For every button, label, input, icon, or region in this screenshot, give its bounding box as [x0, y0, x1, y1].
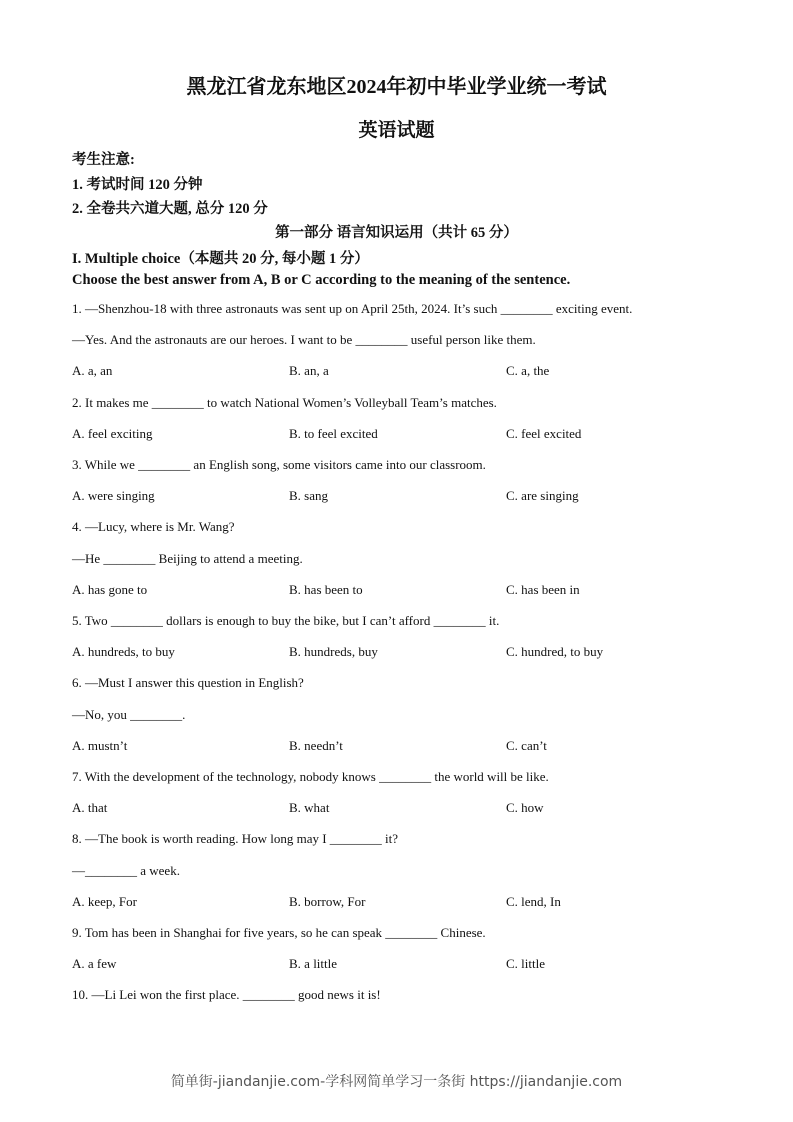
answer-option: A. a, an [72, 363, 113, 379]
answer-option: B. has been to [289, 581, 363, 597]
part-title: 第一部分 语言知识运用（共计 65 分） [275, 225, 518, 241]
answer-option: C. little [506, 956, 545, 972]
answer-option: B. needn’t [289, 737, 343, 753]
answer-option: C. can’t [506, 737, 547, 753]
notice-heading: 考生注意: [72, 152, 135, 168]
question-text: 1. —Shenzhou-18 with three astronauts was sent up on April 25th, 2024. It’s such ________ exciting event. [72, 301, 633, 316]
answer-option: C. feel excited [506, 425, 582, 441]
question-text: 7. With the development of the technology, nobody knows ________ the world will be like. [72, 769, 549, 784]
answer-option: A. that [72, 800, 108, 816]
answer-option: B. to feel excited [289, 425, 378, 441]
question-text: 4. —Lucy, where is Mr. Wang? [72, 519, 235, 535]
question-text: —________ a week. [72, 862, 180, 878]
question-text: —Yes. And the astronauts are our heroes. I want to be ________ useful person like them. [72, 332, 536, 348]
answer-option: B. hundreds, buy [289, 644, 378, 660]
section-title: I. Multiple choice（本题共 20 分, 每小题 1 分） [72, 251, 369, 267]
answer-option: B. an, a [289, 363, 329, 379]
question-text: 10. —Li Lei won the first place. ________ good news it is! [72, 987, 381, 1003]
answer-option: A. keep, For [72, 893, 137, 909]
answer-option: C. how [506, 800, 544, 816]
answer-option: B. sang [289, 488, 328, 504]
answer-option: C. has been in [506, 581, 580, 597]
question-text: 2. It makes me ________ to watch National Women’s Volleyball Team’s matches. [72, 394, 497, 410]
answer-option: A. were singing [72, 488, 155, 504]
answer-option: A. a few [72, 956, 117, 972]
notice-item: 1. 考试时间 120 分钟 [72, 177, 203, 193]
answer-option: A. mustn’t [72, 737, 128, 753]
answer-option: C. a, the [506, 363, 550, 379]
answer-option: A. has gone to [72, 581, 148, 597]
answer-option: A. feel exciting [72, 425, 153, 441]
question-text: —No, you ________. [72, 706, 186, 722]
notice-item: 2. 全卷共六道大题, 总分 120 分 [72, 201, 268, 217]
exam-subtitle: 英语试题 [358, 120, 435, 141]
answer-option: A. hundreds, to buy [72, 644, 175, 660]
question-text: 9. Tom has been in Shanghai for five years, so he can speak ________ Chinese. [72, 925, 486, 940]
answer-option: C. lend, In [506, 893, 561, 909]
section-instruction: Choose the best answer from A, B or C according to the meaning of the sentence. [72, 272, 571, 288]
question-text: 3. While we ________ an English song, some visitors came into our classroom. [72, 457, 486, 472]
question-text: 5. Two ________ dollars is enough to buy the bike, but I can’t afford ________ it. [72, 613, 500, 628]
exam-title: 黑龙江省龙东地区2024年初中毕业学业统一考试 [186, 76, 607, 98]
footer-watermark: 简单街-jiandanjie.com-学科网简单学习一条街 https://jiandanjie.com [170, 1074, 623, 1090]
answer-option: B. borrow, For [289, 893, 366, 909]
question-text: —He ________ Beijing to attend a meeting. [72, 550, 303, 566]
question-text: 6. —Must I answer this question in English? [72, 675, 304, 691]
answer-option: B. a little [289, 956, 338, 972]
question-text: 8. —The book is worth reading. How long may I ________ it? [72, 831, 399, 847]
answer-option: C. are singing [506, 488, 579, 504]
answer-option: C. hundred, to buy [506, 644, 604, 660]
answer-option: B. what [289, 800, 330, 816]
